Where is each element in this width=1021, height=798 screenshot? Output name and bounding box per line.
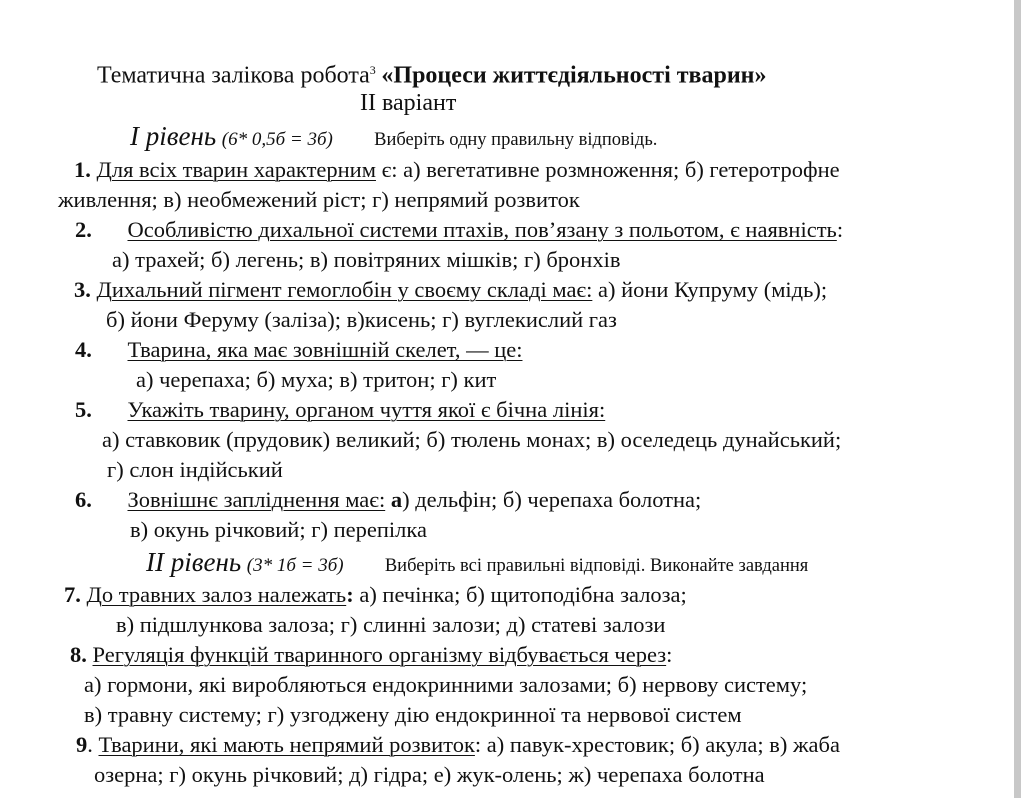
question-8-options-cont: в) травну систему; г) узгоджену дію ендокринної та нервової систем (84, 702, 742, 727)
question-2: 2. Особливістю дихальної системи птахів, пов’язану з польотом, є наявність: (75, 217, 844, 242)
question-1-options: живлення; в) необмежений ріст; г) непрямий розвиток (58, 187, 580, 212)
question-4-options: а) черепаха; б) муха; в) тритон; г) кит (136, 367, 497, 392)
document-title: Тематична залікова робота$^3$ «Процеси життєдіяльності тварин» (97, 62, 767, 89)
question-2-options: а) трахей; б) легень; в) повітряних мішків; г) бронхів (112, 247, 621, 272)
question-1: 1. Для всіх тварин характерним є: а) вегетативне розмноження; б) гетеротрофне (74, 157, 840, 182)
question-9: 9. Тварини, які мають непрямий розвиток: а) павук-хрестовик; б) акула; в) жаба (76, 732, 840, 757)
level2-header: ІІ рівень (3* 1б = 3б) Виберіть всі правильні відповіді. Виконайте завдання (146, 547, 809, 577)
question-5: 5. Укажіть тварину, органом чуття якої є бічна лінія: (75, 397, 606, 422)
level1-header: І рівень (6* 0,5б = 3б) Виберіть одну правильну відповідь. (130, 121, 658, 151)
question-7-options: в) підшлункова залоза; г) слинні залози; д) статеві залози (116, 612, 666, 637)
question-5-options-cont: г) слон індійський (107, 457, 283, 482)
page-edge-shadow (1014, 0, 1021, 798)
question-7: 7. До травних залоз належать: а) печінка; б) щитоподібна залоза; (64, 582, 687, 607)
topic-title: «Процеси життєдіяльності тварин» (381, 62, 767, 89)
question-3-options: б) йони Феруму (заліза); в)кисень; г) вуглекислий газ (106, 307, 617, 332)
question-3: 3. Дихальний пігмент гемоглобін у своєму складі має: а) йони Купруму (мідь); (74, 277, 828, 302)
question-6: 6. Зовнішнє запліднення має: а) дельфін; б) черепаха болотна; (75, 487, 702, 512)
question-9-options: озерна; г) окунь річковий; д) гідра; е) жук-олень; ж) черепаха болотна (94, 762, 765, 787)
question-8-options: а) гормони, які виробляються ендокринними залозами; б) нервову систему; (84, 672, 808, 697)
question-8: 8. Регуляція функцій тваринного організму відбувається через: (70, 642, 673, 667)
variant-label: ІІ варіант (360, 90, 457, 116)
question-5-options: а) ставковик (прудовик) великий; б) тюлень монах; в) оселедець дунайський; (102, 427, 842, 452)
question-6-options: в) окунь річковий; г) перепілка (130, 517, 427, 542)
question-4: 4. Тварина, яка має зовнішній скелет, — це: (75, 337, 523, 362)
